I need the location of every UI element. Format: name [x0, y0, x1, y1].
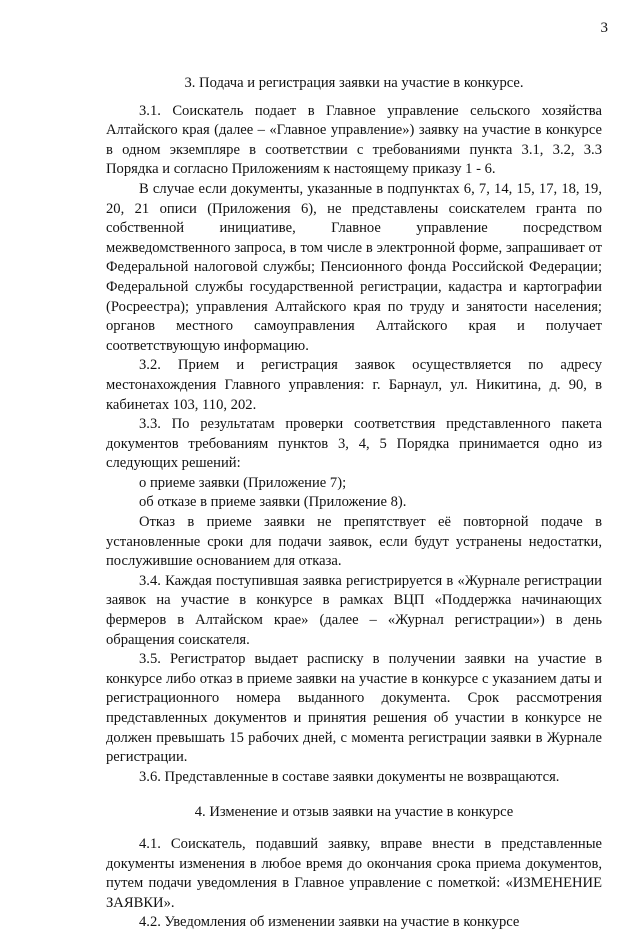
document-body	[106, 74, 602, 933]
paragraph-3-3: 3.3. По результатам проверки соответствия представленного пакета документов требованиям пунктов 3, 4, 5 Порядка принимается одно из следующих решений:	[106, 416, 602, 472]
decision-item-accept: о приеме заявки (Приложение 7);	[139, 474, 347, 491]
section-4-heading: 4. Изменение и отзыв заявки на участие в конкурсе	[194, 804, 514, 821]
paragraph-documents-request: В случае если документы, указанные в подпунктах 6, 7, 14, 15, 17, 18, 19, 20, 21 описи (Приложения 6), не представлены соискателем гранта по собственной инициативе, Главное управление посредством межведомственного запроса, в том числе в электронной форме, запрашивает от Федеральной налоговой службы; Пенсионного фонда Российской Федерации; Федеральной службы государственной регистрации, кадастра и картографии (Росреестра); управления Алтайского края по труду и занятости населения; органов местного самоуправления Алтайского края и получает соответствующую информацию.	[106, 180, 602, 354]
decision-item-reject: об отказе в приеме заявки (Приложение 8).	[139, 494, 407, 511]
paragraph-3-1: 3.1. Соискатель подает в Главное управление сельского хозяйства Алтайского края (далее – «Главное управление») заявку на участие в конкурсе в одном экземпляре в соответствии с требованиями пункта 3.1, 3.2, 3.3 Порядка и согласно Приложениям к настоящему приказу 1 - 6.	[106, 102, 602, 178]
paragraph-refusal-note: Отказ в приеме заявки не препятствует её повторной подаче в установленные сроки для подачи заявок, если будут устранены недостатки, послужившие основанием для отказа.	[106, 514, 602, 570]
paragraph-4-2: 4.2. Уведомления об изменении заявки на участие в конкурсе	[139, 914, 520, 931]
paragraph-3-5: 3.5. Регистратор выдает расписку в получении заявки на участие в конкурсе либо отказ в приеме заявки на участие в конкурсе с указанием даты и регистрационного номера выданного документа. Срок рассмотрения представленных документов и принятия решения об участии в конкурсе не должен превышать 15 рабочих дней, с момента регистрации заявки в Журнале регистрации.	[106, 651, 602, 766]
paragraph-4-1: 4.1. Соискатель, подавший заявку, вправе внести в представленные документы изменения в любое время до окончания срока приема документов, путем подачи уведомления в Главное управление с пометкой: «ИЗМЕНЕНИЕ ЗАЯВКИ».	[106, 835, 602, 911]
section-3-heading: 3. Подача и регистрация заявки на участие в конкурсе.	[184, 75, 524, 91]
paragraph-3-6: 3.6. Представленные в составе заявки документы не возвращаются.	[139, 768, 560, 785]
paragraph-3-4: 3.4. Каждая поступившая заявка регистрируется в «Журнале регистрации заявок на участие в конкурсе в рамках ВЦП «Поддержка начинающих фермеров в Алтайском крае» (далее – «Журнал регистрации») в день обращения соискателя.	[106, 572, 602, 648]
paragraph-3-2: 3.2. Прием и регистрация заявок осуществляется по адресу местонахождения Главного управления: г. Барнаул, ул. Никитина, д. 90, в кабинетах 103, 110, 202.	[106, 357, 602, 413]
page-number: 3	[600, 20, 608, 36]
